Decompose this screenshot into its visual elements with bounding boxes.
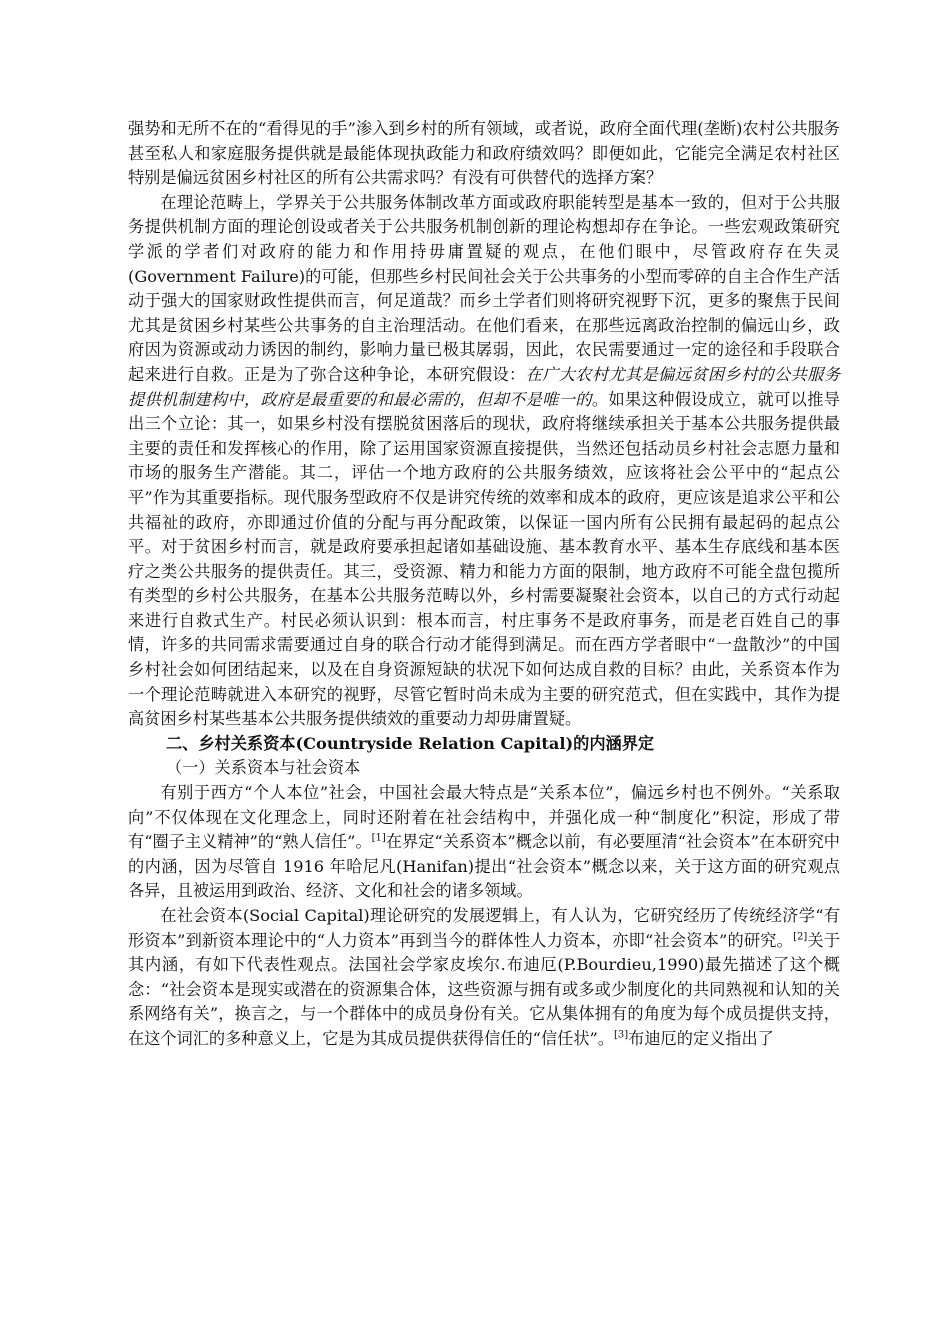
- paragraph-4: [128, 904, 840, 1052]
- section-heading: 二、乡村关系资本(Countryside Relation Capital)的内涵界定: [166, 733, 655, 753]
- paragraph-1: 强势和无所不在的“看得见的手”渗入到乡村的所有领域，或者说，政府全面代理(垄断)农村公共服务甚至私人和家庭服务提供就是最能体现执政能力和政府绩效吗？即便如此，它能完全满足农村社区特别是偏远贫困乡村社区的所有公共需求吗？有没有可供替代的选择方案？: [128, 119, 840, 188]
- citation-ref-1: [1]: [371, 832, 386, 844]
- paragraph-3: [128, 781, 840, 904]
- paragraph-3-text-b: 在界定“关系资本”概念以前，有必要厘清“社会资本”在本研究中的内涵，因为尽管自 1916 年哈尼凡(Hanifan)提出“社会资本”概念以来，关于这方面的研究观点各异，且被运用到政治、经济、文化和社会的诸多领域。: [128, 832, 840, 901]
- paragraph-4-text-a: 在社会资本(Social Capital)理论研究的发展逻辑上，有人认为，它研究经历了传统经济学“有形资本”到新资本理论中的“人力资本”再到当今的群体性人力资本，亦即“社会资本”的研究。: [128, 906, 840, 950]
- document-page: [128, 117, 840, 1052]
- hypothesis-text: 在广大农村尤其是偏远贫困乡村的公共服务提供机制建构中，政府是最重要的和最必需的，但却不是唯一的: [128, 364, 841, 409]
- subsection-heading: （一）关系资本与社会资本: [166, 758, 361, 778]
- paragraph-2-text-a: 在理论范畴上，学界关于公共服务体制改革方面或政府职能转型是基本一致的，但对于公共服务提供机制方面的理论创设或者关于公共服务机制创新的理论构想却存在争论。一些宏观政策研究学派的学者们对政府的能力和作用持毋庸置疑的观点，在他们眼中，尽管政府存在失灵(Government Failure)的可能，但那些乡村民间社会关于公共事务的小型而零碎的自主合作生产活动于强大的国家财政性提供而言，何足道哉？而乡土学者们则将研究视野下沉，更多的聚焦于民间尤其是贫困乡村某些公共事务的自主治理活动。在他们看来，在那些远离政治控制的偏远山乡，政府因为资源或动力诱因的制约，影响力量已极其孱弱，因此，农民需要通过一定的途径和手段联合起来进行自救。正是为了弥合这种争论，本研究假设：: [128, 192, 840, 384]
- paragraph-2: [128, 191, 840, 732]
- paragraph-4-text-b: 关于其内涵，有如下代表性观点。法国社会学家皮埃尔.布迪厄(P.Bourdieu,1990)最先描述了这个概念：“社会资本是现实或潜在的资源集合体，这些资源与拥有或多或少制度化的共同熟视和认知的关系网络有关”，换言之，与一个群体中的成员身份有关。它从集体拥有的角度为每个成员提供支持，在这个词汇的多种意义上，它是为其成员提供获得信任的“信任状”。: [128, 930, 841, 1048]
- paragraph-4-text-c: 布迪厄的定义指出了: [628, 1028, 774, 1048]
- citation-ref-2: [2]: [793, 931, 808, 943]
- paragraph-3-text-a: 有别于西方“个人本位”社会，中国社会最大特点是“关系本位”，偏远乡村也不例外。“关系取向”不仅体现在文化理念上，同时还附着在社会结构中，并强化成一种“制度化”积淀，形成了带有“圈子主义精神”的“熟人信任”。: [128, 783, 840, 852]
- citation-ref-3: [3]: [614, 1029, 629, 1041]
- paragraph-2-text-b: 。如果这种假设成立，就可以推导出三个立论：其一，如果乡村没有摆脱贫困落后的现状，政府将继续承担关于基本公共服务提供最主要的责任和发挥核心的作用，除了运用国家资源直接提供，当然还包括动员乡村社会志愿力量和市场的服务生产潜能。其二，评估一个地方政府的公共服务绩效，应该将社会公平中的“起点公平”作为其重要指标。现代服务型政府不仅是讲究传统的效率和成本的政府，更应该是追求公平和公共福祉的政府，亦即通过价值的分配与再分配政策，以保证一国内所有公民拥有最起码的起点公平。对于贫困乡村而言，就是政府要承担起诸如基础设施、基本教育水平、基本生存底线和基本医疗之类公共服务的提供责任。其三，受资源、精力和能力方面的限制，地方政府不可能全盘包揽所有类型的乡村公共服务，在基本公共服务范畴以外，乡村需要凝聚社会资本，以自己的方式行动起来进行自救式生产。村民必须认识到：根本而言，村庄事务不是政府事务，而是老百姓自己的事情，许多的共同需求需要通过自身的联合行动才能得到满足。而在西方学者眼中“一盘散沙”的中国乡村社会如何团结起来，以及在自身资源短缺的状况下如何达成自救的目标？由此，关系资本作为一个理论范畴就进入本研究的视野，尽管它暂时尚未成为主要的研究范式，但在实践中，其作为提高贫困乡村某些基本公共服务提供绩效的重要动力却毋庸置疑。: [128, 389, 840, 729]
